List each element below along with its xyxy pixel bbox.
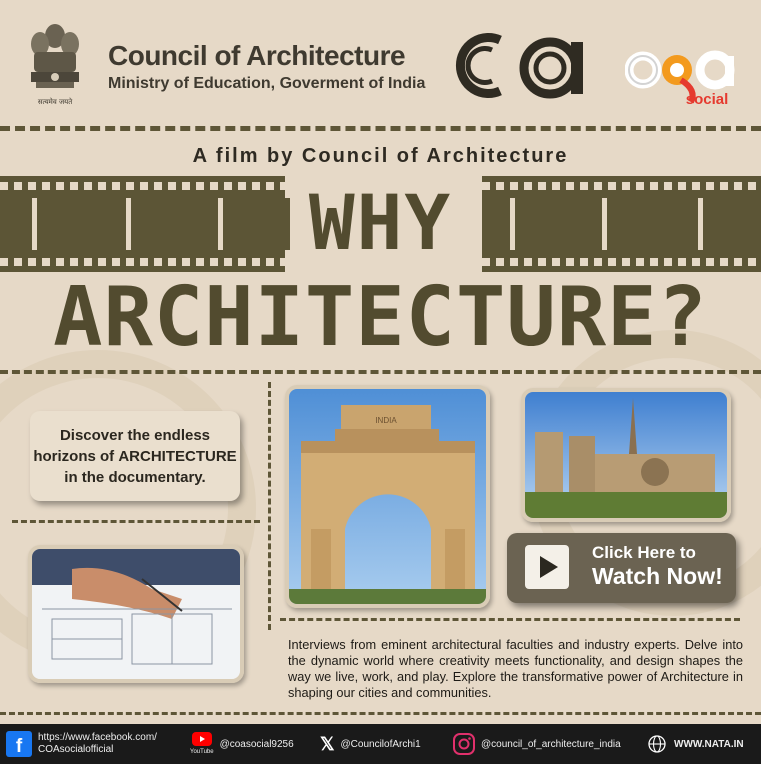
watch-now-line-2: Watch Now! bbox=[592, 563, 723, 589]
website-link[interactable] bbox=[648, 724, 744, 764]
watch-now-line-1: Click Here to bbox=[592, 543, 696, 562]
svg-text:f: f bbox=[15, 736, 23, 757]
discover-line-1: Discover the endless bbox=[59, 426, 211, 444]
headline-architecture: ARCHITECTURE? bbox=[53, 270, 708, 365]
divider bbox=[280, 618, 740, 621]
svg-text:INDIA: INDIA bbox=[375, 416, 397, 425]
facebook-icon bbox=[6, 731, 32, 757]
divider bbox=[268, 382, 271, 630]
instagram-link[interactable] bbox=[453, 724, 621, 764]
youtube-link[interactable] bbox=[190, 724, 294, 764]
facebook-handle: COAsocialofficial bbox=[38, 744, 114, 755]
discover-card bbox=[30, 411, 240, 501]
footer-bar bbox=[0, 724, 761, 764]
org-title: Council of Architecture bbox=[108, 40, 406, 71]
architect-drawing-photo bbox=[28, 545, 244, 683]
national-emblem-icon bbox=[22, 18, 88, 110]
coa-social-logo-icon bbox=[625, 40, 740, 108]
watch-now-button[interactable] bbox=[507, 533, 736, 603]
documentary-description: Interviews from eminent architectural faculties and industry experts. Delve into the dynamic world where creativity meets functionality, and design shapes the way we live, work, and play. Explore the transformative power of Architecture in shaping our cities and communities. bbox=[288, 637, 743, 700]
x-icon: 𝕏 bbox=[320, 733, 335, 754]
x-handle: @CouncilofArchi1 bbox=[340, 738, 421, 750]
discover-line-2: horizons of ARCHITECTURE bbox=[33, 447, 237, 465]
svg-text:social: social bbox=[685, 91, 729, 108]
instagram-icon bbox=[453, 733, 475, 755]
facebook-url: https://www.facebook.com/ bbox=[38, 732, 157, 743]
youtube-handle: @coasocial9256 bbox=[219, 738, 294, 750]
discover-line-3: in the documentary. bbox=[64, 468, 206, 486]
globe-icon bbox=[648, 735, 666, 753]
org-subtitle: Ministry of Education, Goverment of India bbox=[108, 75, 426, 92]
divider bbox=[12, 520, 260, 523]
youtube-label: YouTube bbox=[190, 749, 214, 755]
divider bbox=[0, 370, 761, 374]
svg-text:सत्यमेव जयते: सत्यमेव जयते bbox=[37, 98, 73, 106]
divider bbox=[0, 126, 761, 131]
facebook-link[interactable] bbox=[6, 724, 157, 764]
instagram-handle: @council_of_architecture_india bbox=[481, 738, 621, 750]
headline-why: WHY bbox=[308, 178, 453, 267]
notre-dame-photo bbox=[521, 388, 731, 522]
website-url: WWW.NATA.IN bbox=[674, 738, 744, 750]
play-icon bbox=[525, 545, 569, 589]
india-gate-photo bbox=[285, 385, 490, 608]
x-link[interactable] bbox=[320, 724, 421, 764]
ca-logo-icon bbox=[440, 28, 595, 103]
youtube-icon bbox=[192, 732, 212, 746]
divider bbox=[0, 712, 761, 715]
film-credit: A film by Council of Architecture bbox=[192, 145, 569, 167]
